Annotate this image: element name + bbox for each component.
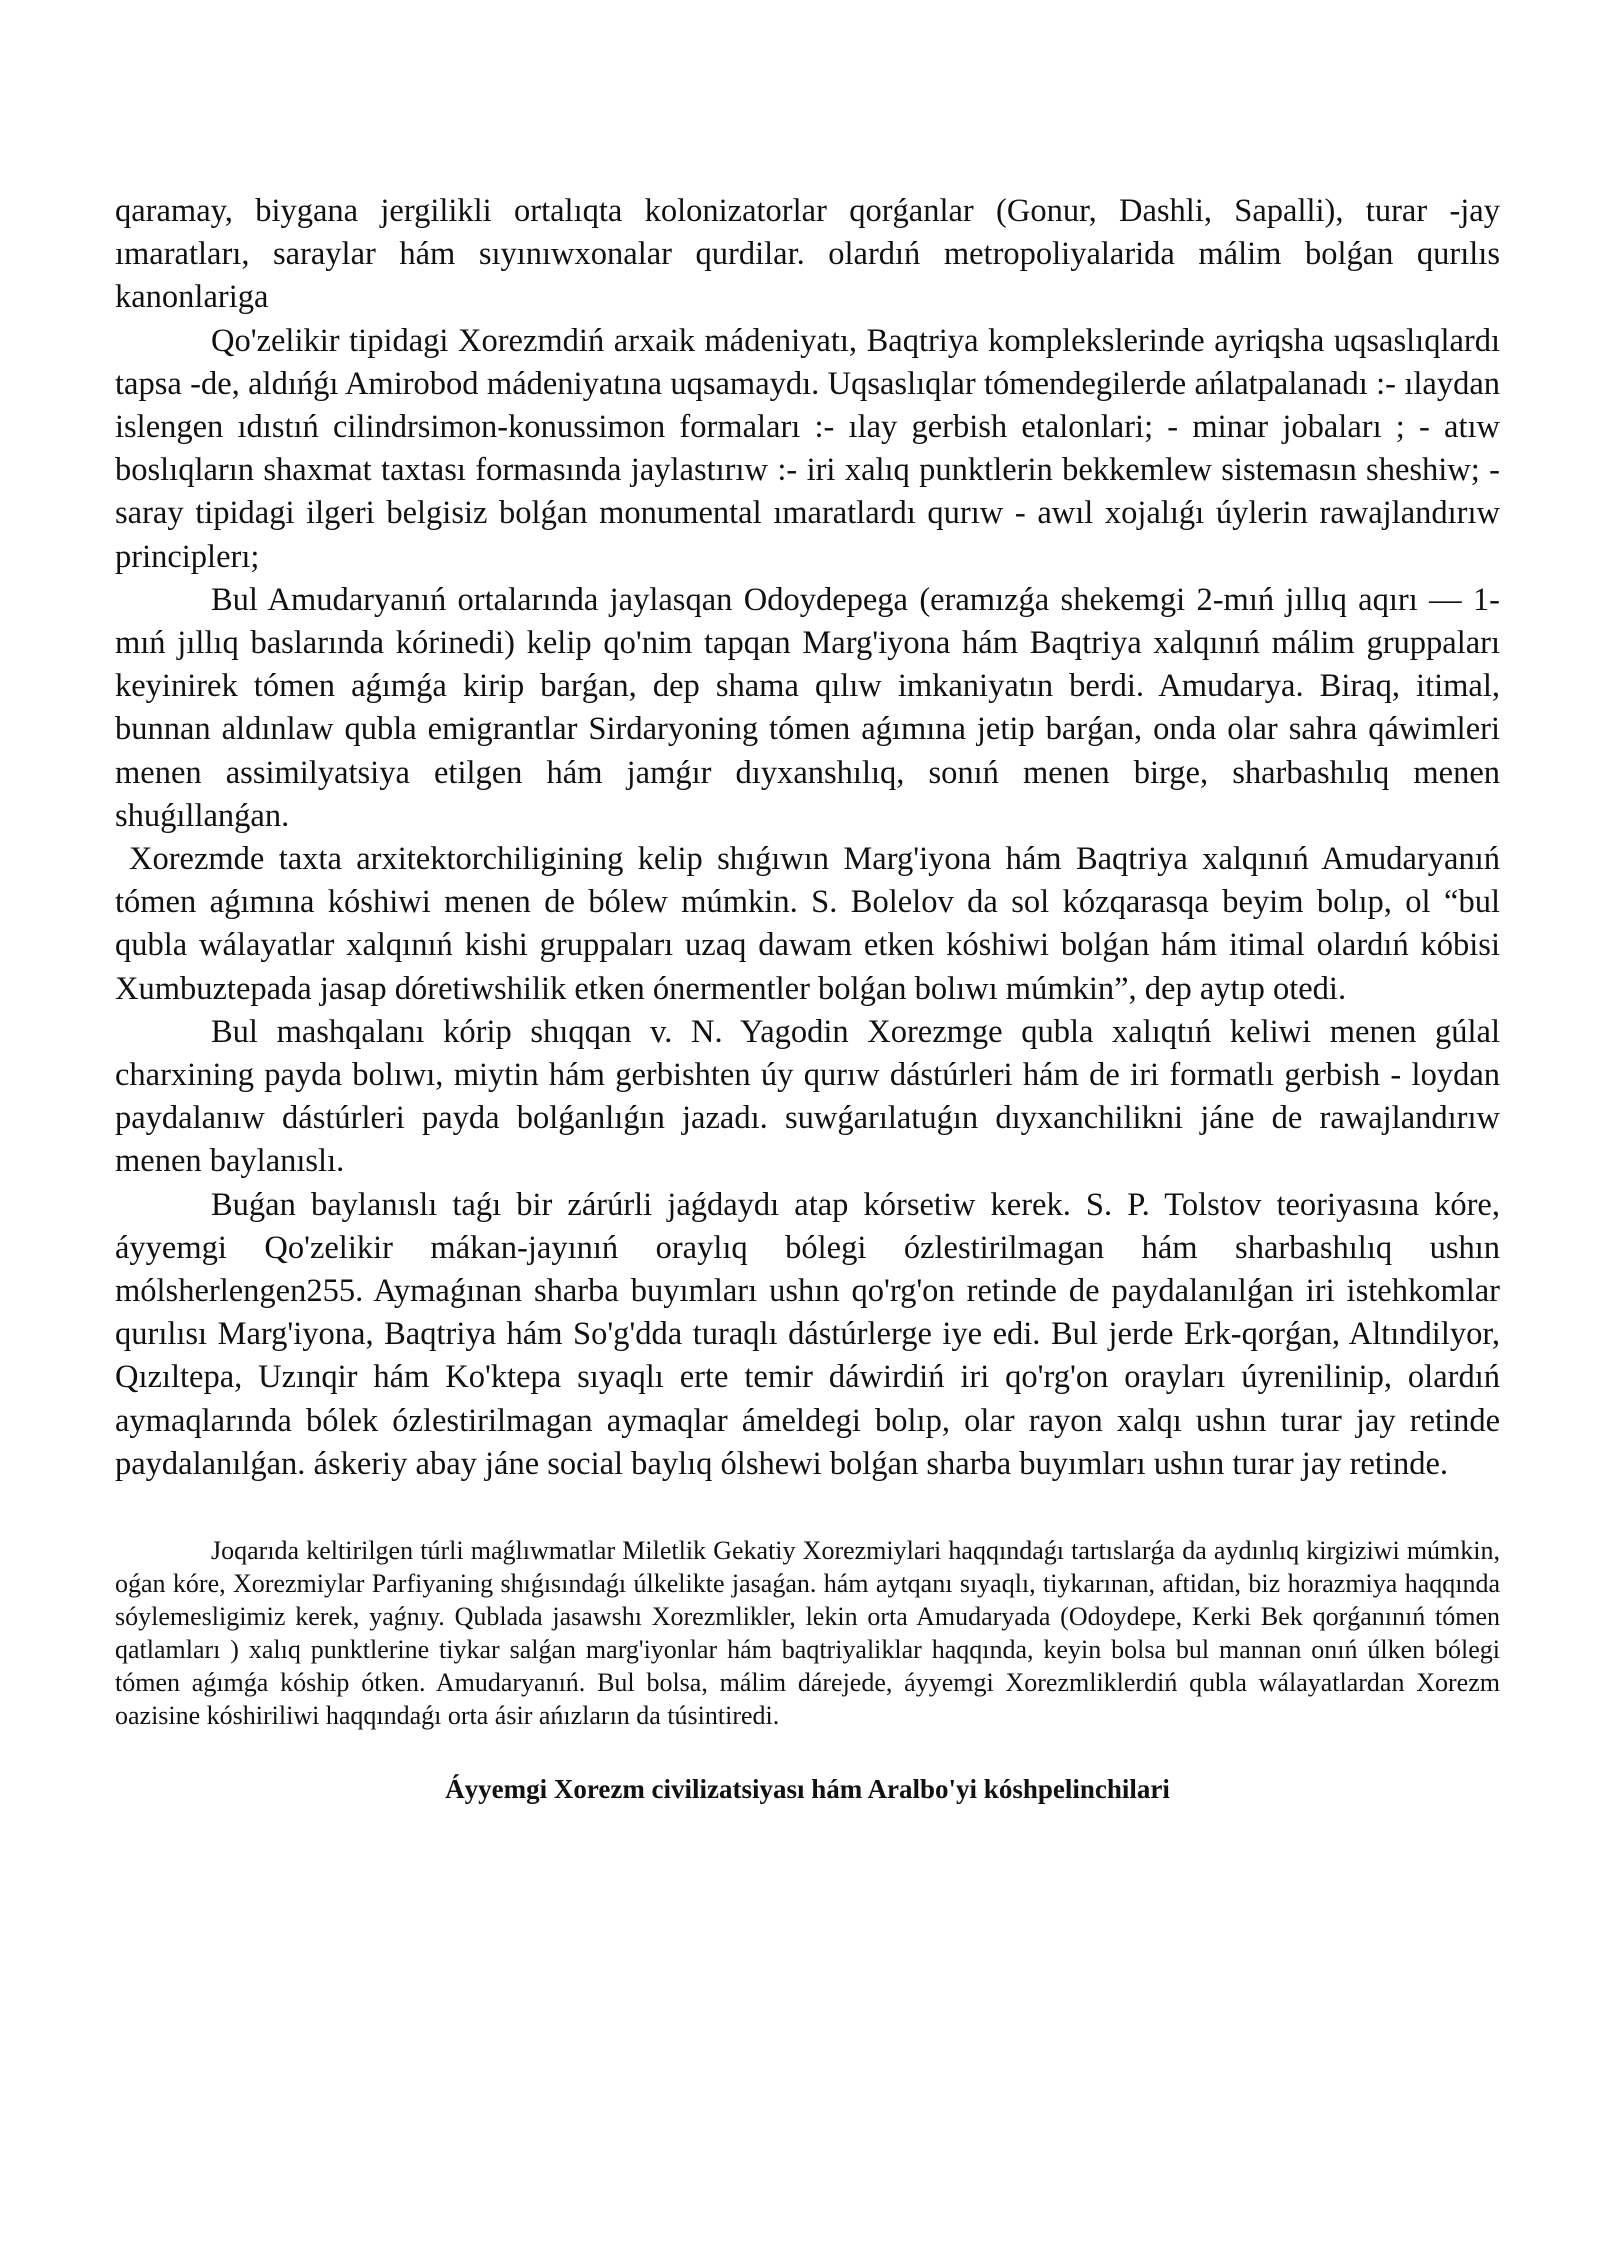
document-page [115, 190, 1500, 1806]
paragraph-1: qaramay, biygana jergilikli ortalıqta kolonizatorlar qorǵanlar (Gonur, Dashli, Sapalli), turar -jay ımaratları, saraylar hám sıyınıwxonalar qurdilar. olardıń metropoliyalarida málim bolǵan qurılıs kanonlariga [115, 193, 1500, 316]
section-heading: Áyyemgi Xorezm civilizatsiyası hám Aralbo'yi kóshpelinchilari [445, 1774, 1170, 1805]
paragraph-6: Buǵan baylanıslı taǵı bir zárúrli jaǵdaydı atap kórsetiw kerek. S. P. Tolstov teoriyasına kóre, áyyemgi Qo'zelikir mákan-jayınıń oraylıq bólegi ózlestirilmagan hám sharbashılıq ushın mólsherlengen255. Aymaǵınan sharba buyımları ushın qo'rg'on retinde de paydalanılǵan iri istehkomlar qurılısı Marg'iyona, Baqtriya hám So'g'dda turaqlı dástúrlerge iye edi. Bul jerde Erk-qorǵan, Altındilyor, Qızıltepa, Uzınqir hám Ko'ktepa sıyaqlı erte temir dáwirdiń iri qo'rg'on orayları úyrenilinip, olardıń aymaqlarında bólek ózlestirilmagan aymaqlar ámeldegi bolıp, olar rayon xalqı ushın turar jay retinde paydalanılǵan. áskeriy abay jáne social baylıq ólshewi bolǵan sharba buyımları ushın turar jay retinde. [115, 1186, 1500, 1482]
paragraph-3: Bul Amudaryanıń ortalarında jaylasqan Odoydepega (eramızǵa shekemgi 2-mıń jıllıq aqırı — 1-mıń jıllıq baslarında kórinedi) kelip qo'nim tapqan Marg'iyona hám Baqtriya xalqınıń málim gruppaları keyinirek tómen aǵımǵa kirip barǵan, dep shama qılıw imkaniyatın berdi. Amudarya. Biraq, itimal, bunnan aldınlaw qubla emigrantlar Sirdaryoning tómen aǵımına jetip barǵan, onda olar sahra qáwimleri menen assimilyatsiya etilgen hám jamǵır dıyxanshılıq, sonıń menen birge, sharbashılıq menen shuǵıllanǵan. [115, 581, 1500, 834]
paragraph-5: Bul mashqalanı kórip shıqqan v. N. Yagodin Xorezmge qubla xalıqtıń keliwi menen gúlal charxining payda bolıwı, miytin hám gerbishten úy qurıw dástúrleri hám de iri formatlı gerbish - loydan paydalanıw dástúrleri payda bolǵanlıǵın jazadı. suwǵarılatuǵın dıyxanchilikni jáne de rawajlandırıw menen baylanıslı. [115, 1013, 1500, 1180]
small-print-paragraph: Joqarıda keltirilgen túrli maǵlıwmatlar Miletlik Gekatiy Xorezmiylari haqqındaǵı tartıslarǵa da aydınlıq kirgiziwi múmkin, oǵan kóre, Xorezmiylar Parfiyaning shıǵısındaǵı úlkelikte jasaǵan. hám aytqanı sıyaqlı, tiykarınan, aftidan, biz horazmiya haqqında sóylemesligimiz kerek, yaǵnıy. Qublada jasawshı Xorezmlikler, lekin orta Amudaryada (Odoydepe, Kerki Bek qorǵanınıń tómen qatlamları ) xalıq punktlerine tiykar salǵan marg'iyonlar hám baqtriyaliklar haqqında, keyin bolsa bul mannan onıń úlken bólegi tómen aǵımǵa kóship ótken. Amudaryanıń. Bul bolsa, málim dárejede, áyyemgi Xorezmliklerdiń qubla wálayatlardan Xorezm oazisine kóshiriliwi haqqındaǵı orta ásir ańızların da túsintiredi. [115, 1536, 1500, 1731]
paragraph-4: Xorezmde taxta arxitektorchiligining kelip shıǵıwın Marg'iyona hám Baqtriya xalqınıń Amudaryanıń tómen aǵımına kóshiwi menen de bólew múmkin. S. Bolelov da sol kózqarasqa beyim bolıp, ol “bul qubla wálayatlar xalqınıń kishi gruppaları uzaq dawam etken kóshiwi bolǵan hám itimal olardıń kóbisi Xumbuztepada jasap dóretiwshilik etken ónermentler bolǵan bolıwı múmkin”, dep aytıp otedi. [115, 841, 1500, 1007]
paragraph-2: Qo'zelikir tipidagi Xorezmdiń arxaik mádeniyatı, Baqtriya komplekslerinde ayriqsha uqsaslıqlardı tapsa -de, aldıńǵı Amirobod mádeniyatına uqsamaydı. Uqsaslıqlar tómendegilerde ańlatpalanadı :- ılaydan islengen ıdıstıń cilindrsimon-konussimon formaları :- ılay gerbish etalonlari; - minar jobaları ; - atıw boslıqların shaxmat taxtası formasında jaylastırıw :- iri xalıq punktlerin bekkemlew sistemasın sheshiw; - saray tipidagi ilgeri belgisiz bolǵan monumental ımaratlardı qurıw - awıl xojalıǵı úylerin rawajlandırıw principlerı; [115, 322, 1500, 575]
